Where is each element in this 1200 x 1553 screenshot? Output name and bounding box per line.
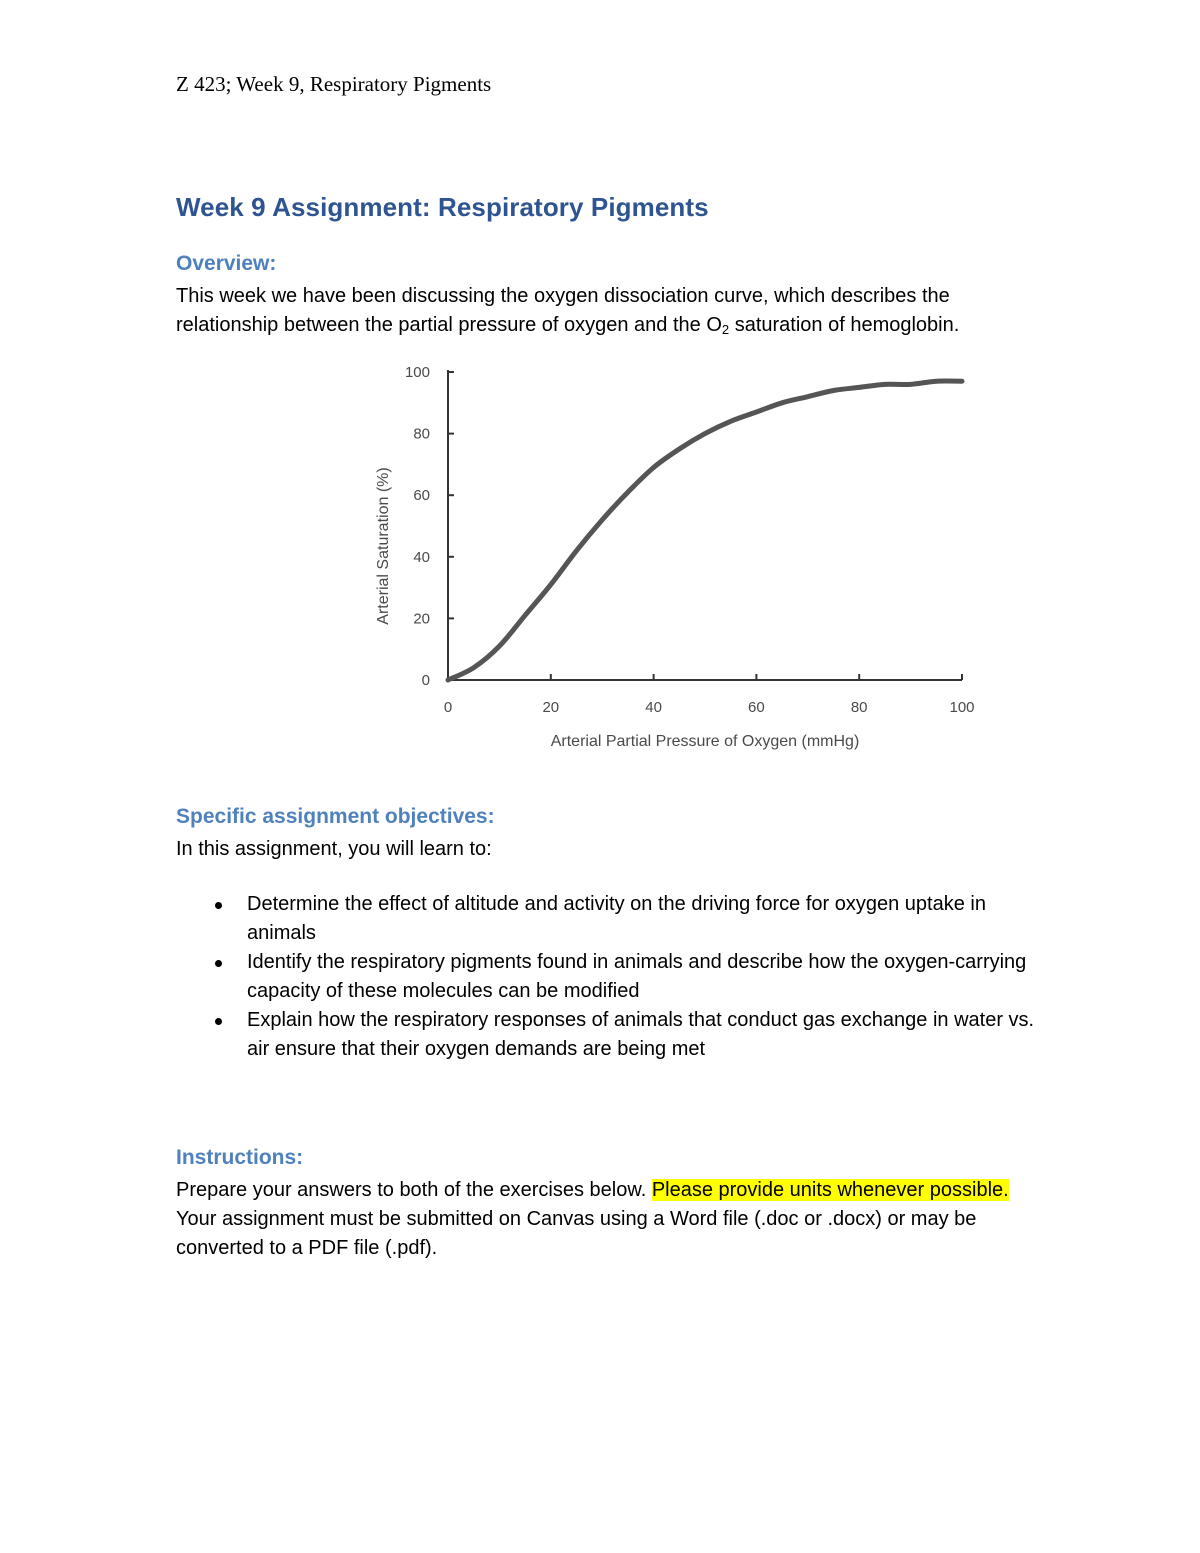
- objectives-list: [176, 890, 1036, 1064]
- running-header: Z 423; Week 9, Respiratory Pigments: [176, 72, 492, 96]
- o2-subscript: 2: [721, 322, 730, 337]
- objective-item: Identify the respiratory pigments found in animals and describe how the oxygen-carrying capacity of these molecules can be modified: [176, 948, 1036, 1006]
- overview-text-1: This week we have been discussing the oxygen dissociation curve, which describes the relationship between the partial pressure of oxygen and the O: [176, 285, 950, 336]
- objectives-heading: Specific assignment objectives:: [176, 805, 495, 828]
- instructions-heading: Instructions:: [176, 1146, 304, 1169]
- dissociation-curve: [448, 381, 962, 680]
- objective-item: Explain how the respiratory responses of animals that conduct gas exchange in water vs. air ensure that their oxygen demands are being met: [176, 1006, 1036, 1064]
- x-tick-label: 20: [542, 699, 560, 716]
- x-tick-label: 80: [850, 699, 868, 716]
- y-tick-label: 60: [413, 487, 430, 505]
- overview-paragraph: [176, 282, 1016, 340]
- x-axis-label: Arterial Partial Pressure of Oxygen (mmHg): [550, 733, 860, 750]
- y-axis-label: Arterial Saturation (%): [375, 467, 392, 625]
- x-tick-label: 0: [443, 699, 453, 716]
- y-tick-label: 20: [413, 610, 430, 628]
- instructions-text-1: Prepare your answers to both of the exercises below.: [176, 1179, 652, 1201]
- overview-text-2: saturation of hemoglobin.: [729, 314, 960, 336]
- y-tick-label: 100: [404, 364, 430, 381]
- document-title: Week 9 Assignment: Respiratory Pigments: [176, 192, 709, 222]
- units-highlight: Please provide units whenever possible.: [651, 1179, 1009, 1201]
- overview-heading: Overview:: [176, 252, 277, 275]
- instructions-text-2: Your assignment must be submitted on Canvas using a Word file (.doc or .docx) or may be converted to a PDF file (.pdf).: [176, 1208, 977, 1259]
- x-tick-label: 40: [645, 699, 662, 716]
- y-tick-label: 40: [413, 548, 430, 566]
- objective-item: Determine the effect of altitude and activity on the driving force for oxygen uptake in animals: [176, 890, 1036, 948]
- y-tick-label: 80: [413, 425, 430, 443]
- x-tick-label: 60: [748, 699, 765, 716]
- oxygen-dissociation-chart: [340, 352, 1000, 762]
- x-tick-label: 100: [949, 699, 975, 716]
- objectives-intro: In this assignment, you will learn to:: [176, 838, 492, 860]
- y-tick-label: 0: [421, 672, 430, 689]
- instructions-paragraph: [176, 1176, 1046, 1263]
